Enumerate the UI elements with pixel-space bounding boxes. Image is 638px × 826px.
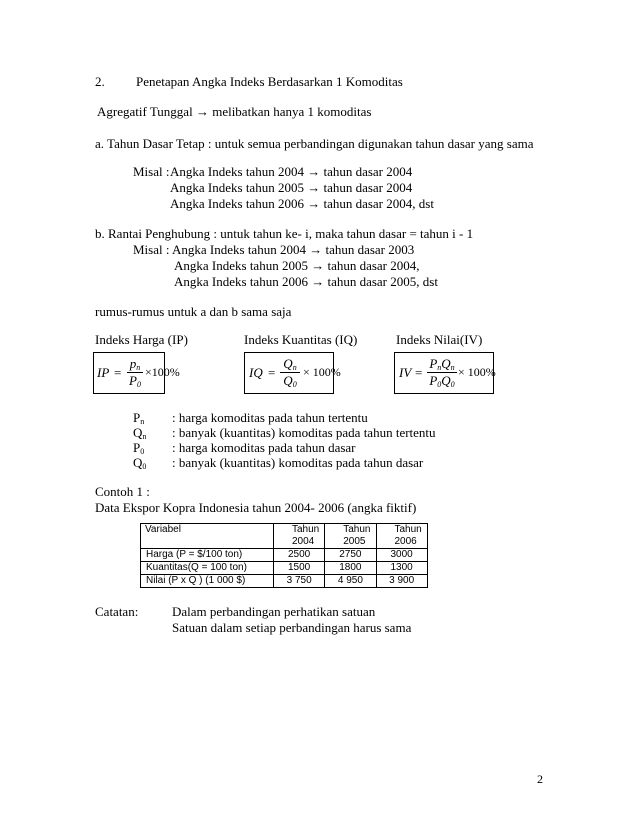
formula-iq-box <box>244 352 341 394</box>
table-cell: 2750 <box>325 549 376 562</box>
contoh-label: Contoh 1 : <box>95 484 150 499</box>
table-row <box>141 549 428 562</box>
frac-num-q-sub: n <box>450 363 455 372</box>
example-right: tahun dasar 2003 <box>325 242 415 257</box>
frac-num-p-sub: n <box>437 363 442 372</box>
table-cell: 2500 <box>274 549 325 562</box>
table-row <box>141 575 428 588</box>
b-heading: b. Rantai Penghubung : untuk tahun ke- i, maka tahun dasar = tahun i - 1 <box>95 226 474 241</box>
frac-num-q: Q <box>441 356 451 371</box>
formula-ip-factor: ×100% <box>145 365 180 379</box>
arrow-icon: → <box>309 242 323 257</box>
formula-ip-fraction <box>127 357 143 388</box>
catatan-line-2: Satuan dalam setiap perbandingan harus sama <box>172 620 412 635</box>
def-symbol-qn: $Q_n$ <box>133 425 147 441</box>
frac-num-sub: n <box>292 363 297 372</box>
a-example-line-2 <box>170 180 412 195</box>
header-variabel: Variabel <box>141 524 274 549</box>
agregatif-text: melibatkan hanya 1 komoditas <box>212 104 372 119</box>
formula-iq-factor: × 100% <box>303 365 341 379</box>
table-cell: 1800 <box>325 562 376 575</box>
arrow-icon: → <box>311 258 325 273</box>
row-label: Harga (P = $/100 ton) <box>141 549 274 562</box>
section-number: 2. <box>95 74 105 89</box>
a-example-line-1 <box>170 164 412 179</box>
b-misal-label: Misal : <box>133 242 170 257</box>
frac-den-p-sub: 0 <box>437 380 442 389</box>
def-symbol-p0: $P_0$ <box>133 440 145 456</box>
example-right: tahun dasar 2004 <box>323 180 413 195</box>
frac-den-q: Q <box>441 373 451 388</box>
def-symbol-pn: $P_n$ <box>133 410 145 426</box>
header-year-2004: Tahun 2004 <box>274 524 325 549</box>
frac-num: p <box>129 356 137 371</box>
frac-num: Q <box>283 356 293 371</box>
example-left: Angka Indeks tahun 2005 <box>174 258 308 273</box>
contoh-title: Data Ekspor Kopra Indonesia tahun 2004- 2006 (angka fiktif) <box>95 500 417 515</box>
frac-den-sub: 0 <box>136 380 141 389</box>
agregatif-label: Agregatif Tunggal <box>97 104 193 119</box>
row-label: Nilai (P x Q ) (1 000 $) <box>141 575 274 588</box>
def-desc-p0: : harga komoditas pada tahun dasar <box>172 440 356 455</box>
example-right: tahun dasar 2005, dst <box>327 274 438 289</box>
arrow-icon: → <box>195 104 209 119</box>
rumus-note: rumus-rumus untuk a dan b sama saja <box>95 304 292 319</box>
arrow-icon: → <box>307 164 321 179</box>
formula-iq-fraction <box>280 357 300 388</box>
label-indeks-nilai: Indeks Nilai(IV) <box>396 332 483 347</box>
formula-iv-factor: × 100% <box>458 365 496 379</box>
formula-iv-lhs: IV <box>399 365 412 380</box>
table-header-row <box>141 524 428 549</box>
b-example-line-3 <box>174 274 438 289</box>
a-heading: a. Tahun Dasar Tetap : untuk semua perbandingan digunakan tahun dasar yang sama <box>95 136 534 151</box>
row-label: Kuantitas(Q = 100 ton) <box>141 562 274 575</box>
example-left: Angka Indeks tahun 2005 <box>170 180 304 195</box>
equals-sign: = <box>415 365 423 380</box>
section-title: Penetapan Angka Indeks Berdasarkan 1 Komoditas <box>136 74 403 89</box>
table-cell: 1500 <box>274 562 325 575</box>
example-left: Angka Indeks tahun 2004 <box>170 164 304 179</box>
b-example-line-1 <box>172 242 414 257</box>
frac-num-sub: n <box>136 363 141 372</box>
formula-ip-box <box>93 352 180 394</box>
agregatif-line <box>97 104 371 119</box>
arrow-icon: → <box>307 196 321 211</box>
table-row <box>141 562 428 575</box>
example-left: Angka Indeks tahun 2006 <box>174 274 308 289</box>
frac-den-q-sub: 0 <box>450 380 455 389</box>
equals-sign: = <box>114 365 122 380</box>
header-year-2006: Tahun 2006 <box>376 524 427 549</box>
example-right: tahun dasar 2004, <box>327 258 420 273</box>
frac-den: Q <box>283 373 293 388</box>
def-desc-pn: : harga komoditas pada tahun tertentu <box>172 410 368 425</box>
header-year-2005: Tahun 2005 <box>325 524 376 549</box>
arrow-icon: → <box>311 274 325 289</box>
catatan-line-1: Dalam perbandingan perhatikan satuan <box>172 604 376 619</box>
label-indeks-harga: Indeks Harga (IP) <box>95 332 188 347</box>
def-desc-q0: : banyak (kuantitas) komoditas pada tahun dasar <box>172 455 424 470</box>
page-number: 2 <box>537 772 543 786</box>
table-cell: 3 750 <box>274 575 325 588</box>
example-right: tahun dasar 2004 <box>323 164 413 179</box>
frac-den-sub: 0 <box>292 380 297 389</box>
frac-den-p: P <box>429 373 438 388</box>
formula-iv-box <box>394 352 494 394</box>
a-example-line-3 <box>170 196 434 211</box>
formula-ip-lhs: IP <box>97 365 110 380</box>
table-cell: 4 950 <box>325 575 376 588</box>
table-cell: 1300 <box>376 562 427 575</box>
example-right: tahun dasar 2004, dst <box>323 196 434 211</box>
frac-den: P <box>129 373 137 388</box>
label-indeks-kuantitas: Indeks Kuantitas (IQ) <box>244 332 358 347</box>
table-cell: 3 900 <box>376 575 427 588</box>
b-example-line-2 <box>174 258 420 273</box>
def-desc-qn: : banyak (kuantitas) komoditas pada tahun tertentu <box>172 425 436 440</box>
table-cell: 3000 <box>376 549 427 562</box>
data-table <box>140 523 428 588</box>
a-misal-label: Misal : <box>133 164 170 179</box>
arrow-icon: → <box>307 180 321 195</box>
catatan-label: Catatan: <box>95 604 139 619</box>
formula-iq-lhs: IQ <box>249 365 263 380</box>
equals-sign: = <box>268 365 276 380</box>
example-left: Angka Indeks tahun 2004 <box>172 242 306 257</box>
formula-iv-fraction <box>427 357 457 388</box>
frac-num-p: P <box>429 356 438 371</box>
def-symbol-q0: $Q_0$ <box>133 455 147 471</box>
example-left: Angka Indeks tahun 2006 <box>170 196 304 211</box>
